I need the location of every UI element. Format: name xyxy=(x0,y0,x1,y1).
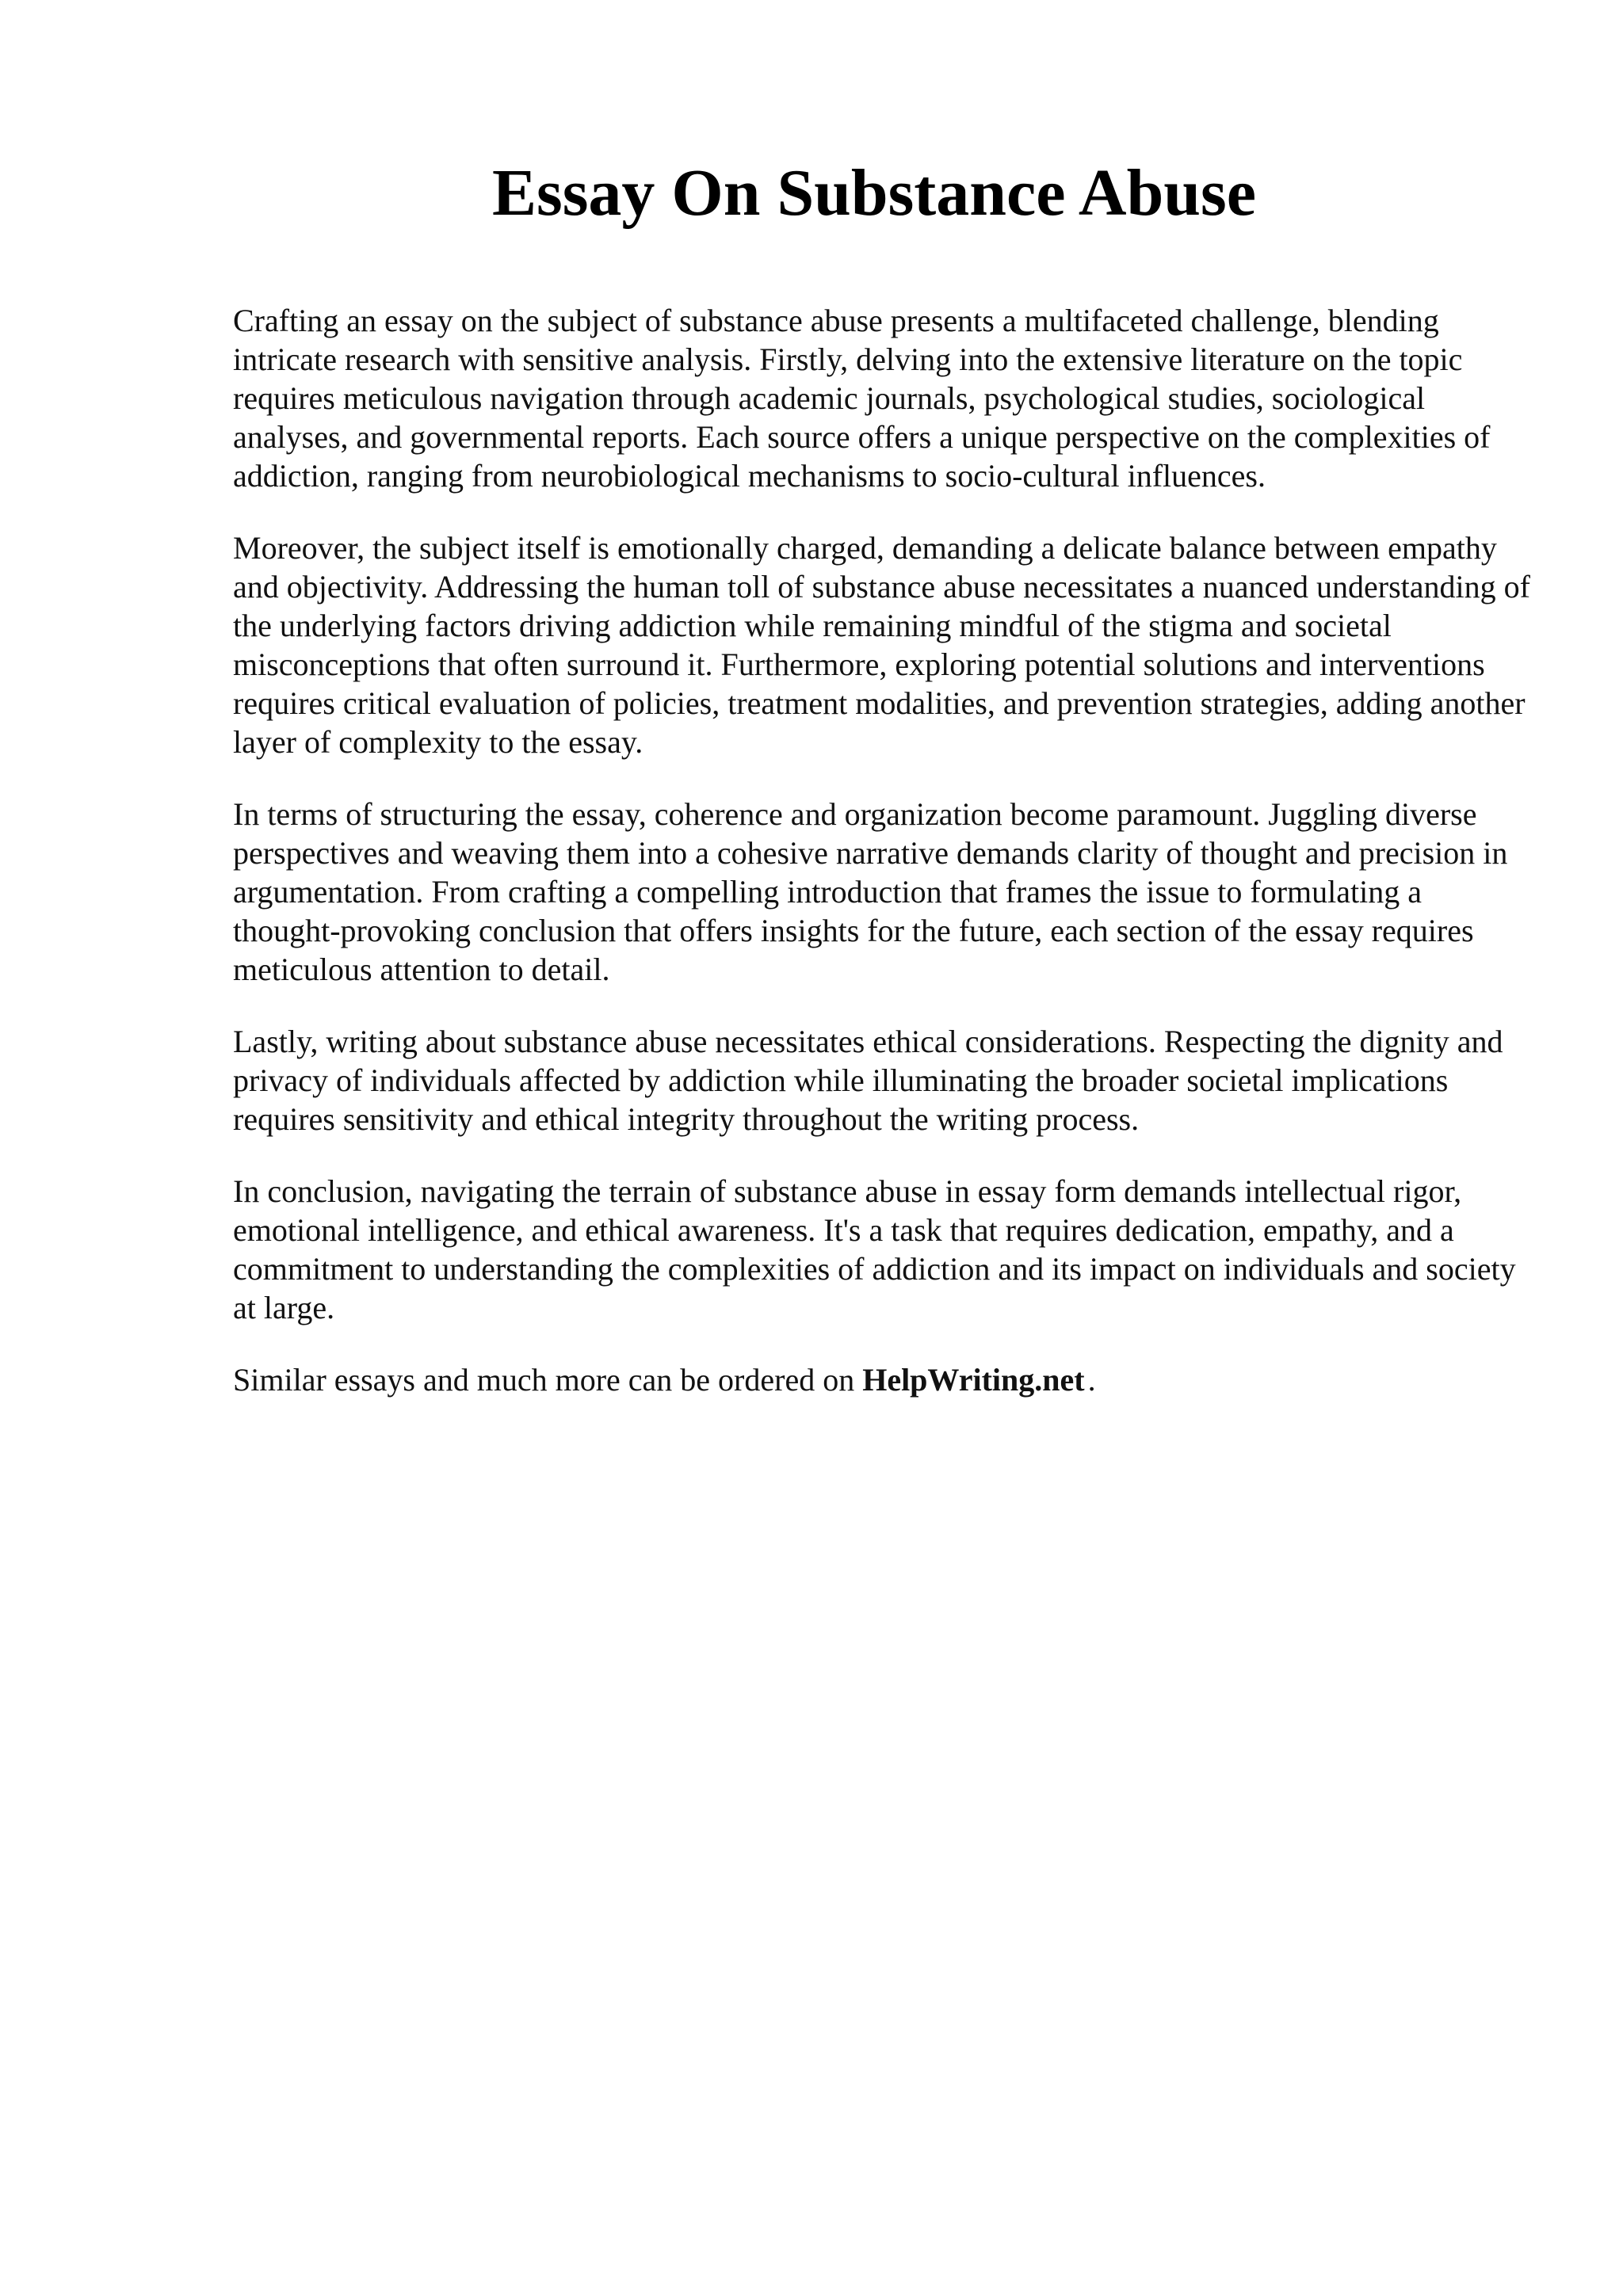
paragraph: Moreover, the subject itself is emotionally charged, demanding a delicate balance between empathy and objectivity. Addressing the human toll of substance abuse necessitates a nuanced understanding of the underlying factors driving addiction while remaining mindful of the stigma and societal misconceptions that often surround it. Furthermore, exploring potential solutions and interventions requires critical evaluation of policies, treatment modalities, and prevention strategies, adding another layer of complexity to the essay. xyxy=(233,530,1530,760)
promo-text: Similar essays and much more can be ordered on xyxy=(233,1362,855,1398)
document-body xyxy=(233,301,1533,1399)
promo-line xyxy=(233,1360,1533,1399)
document-title: Essay On Substance Abuse xyxy=(492,156,1256,230)
promo-period: . xyxy=(1087,1362,1096,1398)
promo-site-link[interactable]: HelpWriting.net xyxy=(862,1362,1085,1398)
paragraph: In conclusion, navigating the terrain of substance abuse in essay form demands intellectual rigor, emotional intelligence, and ethical awareness. It's a task that requires dedication, empathy, and a commitment to understanding the complexities of addiction and its impact on individuals and society at large. xyxy=(233,1173,1516,1325)
paragraph: Lastly, writing about substance abuse necessitates ethical considerations. Respecting the dignity and privacy of individuals affected by addiction while illuminating the broader societal implications requires sensitivity and ethical integrity throughout the writing process. xyxy=(233,1024,1503,1137)
paragraph: Crafting an essay on the subject of substance abuse presents a multifaceted challenge, blending intricate research with sensitive analysis. Firstly, delving into the extensive literature on the topic requires meticulous navigation through academic journals, psychological studies, sociological analyses, and governmental reports. Each source offers a unique perspective on the complexities of addiction, ranging from neurobiological mechanisms to socio-cultural influences. xyxy=(233,303,1491,494)
paragraph: In terms of structuring the essay, coherence and organization become paramount. Juggling diverse perspectives and weaving them into a cohesive narrative demands clarity of thought and precision in argumentation. From crafting a compelling introduction that frames the issue to formulating a thought-provoking conclusion that offers insights for the future, each section of the essay requires meticulous attention to detail. xyxy=(233,796,1508,987)
